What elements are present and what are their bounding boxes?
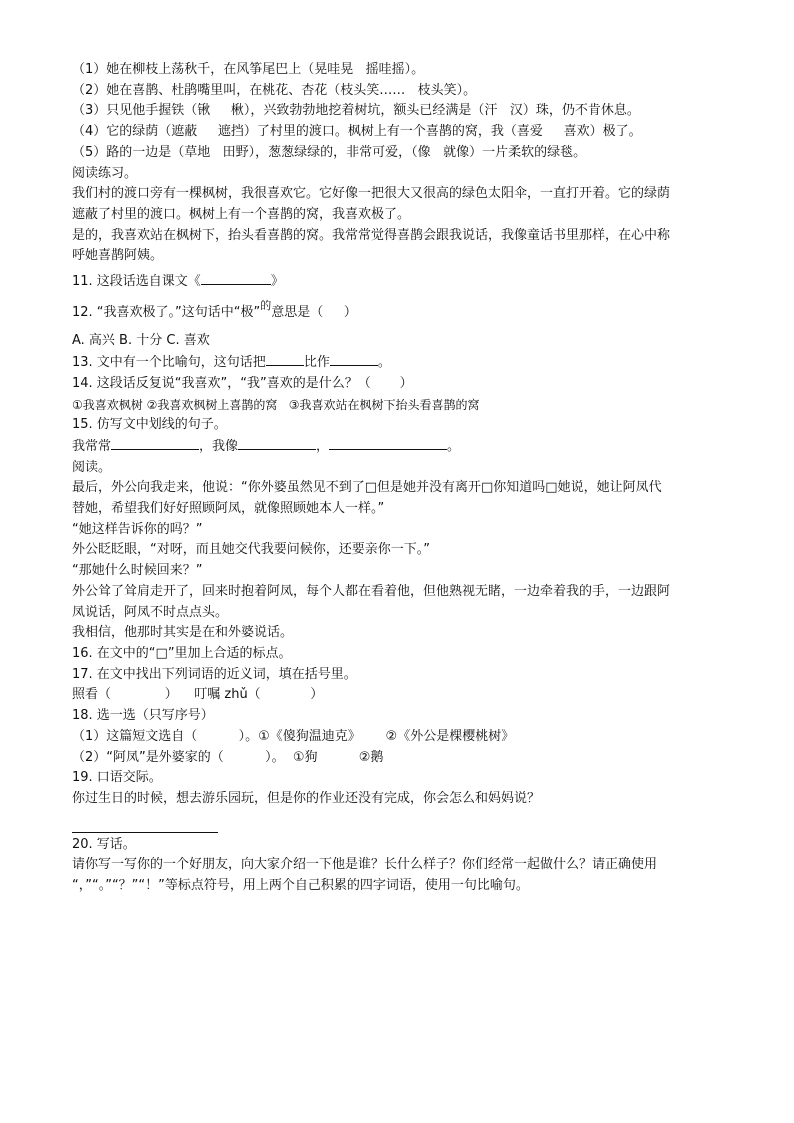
passage-line: 我们村的渡口旁有一棵枫树，我很喜欢它。它好像一把很大又很高的绿色太阳伞，一直打开着。它的绿荫	[72, 186, 671, 202]
answer-blank[interactable]	[266, 352, 304, 366]
question-13	[72, 352, 732, 374]
question-12-tail: 意思是（ ）	[271, 304, 357, 320]
worksheet-page	[72, 60, 732, 897]
passage-line: 外公眨眨眼，“对呀，而且她交代我要问候你，还要亲你一下。”	[72, 542, 430, 558]
question-17: 17. 在文中找出下列词语的近义词，填在括号里。	[72, 666, 357, 682]
question-13-text: 13. 文中有一个比喻句，这句话把	[72, 355, 266, 371]
question-16: 16. 在文中的“□”里加上合适的标点。	[72, 645, 292, 661]
answer-line[interactable]	[72, 832, 218, 833]
question-15-answer-line	[72, 436, 732, 458]
question-20-prompt-cont: “，”“。”“？”“！”等标点符号，用上两个自己积累的四字词语，使用一句比喻句。	[72, 878, 529, 894]
question-18-part-1: （1）这篇短文选自（ ）。①《傻狗温迪克》 ②《外公是棵樱桃树》	[72, 728, 515, 744]
exercise-item-3: （3）只见他手握铁（锹 楸），兴致勃勃地挖着树坑，额头已经满是（汗 汉）珠，仍不肯休息。	[72, 103, 640, 119]
question-11-close: 》	[270, 274, 284, 290]
passage-line: 替她，希望我们好好照顾阿凤，就像照顾她本人一样。”	[72, 501, 385, 517]
passage-line: 我相信，他那时其实是在和外婆说话。	[72, 625, 294, 641]
superscript-char: 的	[260, 298, 272, 312]
question-17-blanks: 照看（ ） 叮嘱 zhǔ（ ）	[72, 687, 324, 703]
question-15-end: 。	[447, 438, 461, 454]
answer-blank[interactable]	[201, 271, 271, 285]
question-12-text: 12. “我喜欢极了。”这句话中“极”	[72, 304, 261, 320]
question-14: 14. 这段话反复说“我喜欢”，“我”喜欢的是什么？（ ）	[72, 375, 413, 391]
passage-line: 遮蔽了村里的渡口。枫树上有一个喜鹊的窝，我喜欢极了。	[72, 206, 411, 222]
answer-blank[interactable]	[330, 352, 378, 366]
answer-blank[interactable]	[111, 436, 199, 450]
answer-blank[interactable]	[329, 436, 447, 450]
passage-line: “她这样告诉你的吗？”	[72, 521, 203, 537]
answer-blank[interactable]	[238, 436, 316, 450]
passage-line: 呼她喜鹊阿姨。	[72, 248, 164, 264]
question-19: 19. 口语交际。	[72, 770, 162, 786]
question-12	[72, 298, 732, 324]
question-20: 20. 写话。	[72, 836, 136, 852]
question-20-prompt: 请你写一写你的一个好朋友，向大家介绍一下他是谁？长什么样子？你们经常一起做什么？请正确使用	[72, 857, 658, 873]
question-19-prompt: 你过生日的时候，想去游乐园玩，但是你的作业还没有完成，你会怎么和妈妈说？	[72, 790, 541, 806]
question-15-mid: ，我像	[199, 438, 239, 454]
question-18-part-2: （2）“阿凤”是外婆家的（ ）。 ①狗 ②鹅	[72, 749, 384, 765]
question-11-text: 11. 这段话选自课文《	[72, 274, 201, 290]
section-heading-reading-practice: 阅读练习。	[72, 165, 138, 181]
question-15-comma: ，	[316, 438, 330, 454]
exercise-item-5: （5）路的一边是（草地 田野），葱葱绿绿的，非常可爱，（像 就像）一片柔软的绿毯。	[72, 144, 587, 160]
question-15-prefix: 我常常	[72, 438, 112, 454]
passage-line: “那她什么时候回来？”	[72, 563, 203, 579]
passage-line: 凤说话，阿凤不时点点头。	[72, 604, 229, 620]
question-18: 18. 选一选（只写序号）	[72, 708, 214, 724]
question-15: 15. 仿写文中划线的句子。	[72, 417, 227, 433]
question-12-options: A. 高兴 B. 十分 C. 喜欢	[72, 333, 210, 349]
passage-line: 外公耸了耸肩走开了，回来时抱着阿凤，每个人都在看着他，但他熟视无睹，一边牵着我的手，一边跟阿	[72, 583, 671, 599]
exercise-item-4: （4）它的绿荫（遮蔽 遮挡）了村里的渡口。枫树上有一个喜鹊的窝，我（喜爱 喜欢）极了。	[72, 124, 642, 140]
section-heading-reading: 阅读。	[72, 459, 112, 475]
exercise-item-2: （2）她在喜鹊、杜鹃嘴里叫，在桃花、杏花（枝头笑…… 枝头笑）。	[72, 82, 477, 98]
question-13-end: 。	[377, 355, 391, 371]
exercise-item-1: （1）她在柳枝上荡秋千，在风筝尾巴上（晃哇晃 摇哇摇）。	[72, 62, 425, 77]
passage-line: 最后，外公向我走来，他说：“你外婆虽然见不到了□但是她并没有离开□你知道吗□她说，她让阿凤代	[72, 480, 662, 496]
question-14-options: ①我喜欢枫树 ②我喜欢枫树上喜鹊的窝 ③我喜欢站在枫树下抬头看喜鹊的窝	[72, 397, 480, 412]
question-13-mid: 比作	[303, 355, 330, 371]
question-11	[72, 271, 732, 293]
passage-line: 是的，我喜欢站在枫树下，抬头看喜鹊的窝。我常常觉得喜鹊会跟我说话，我像童话书里那样，在心中称	[72, 227, 671, 243]
